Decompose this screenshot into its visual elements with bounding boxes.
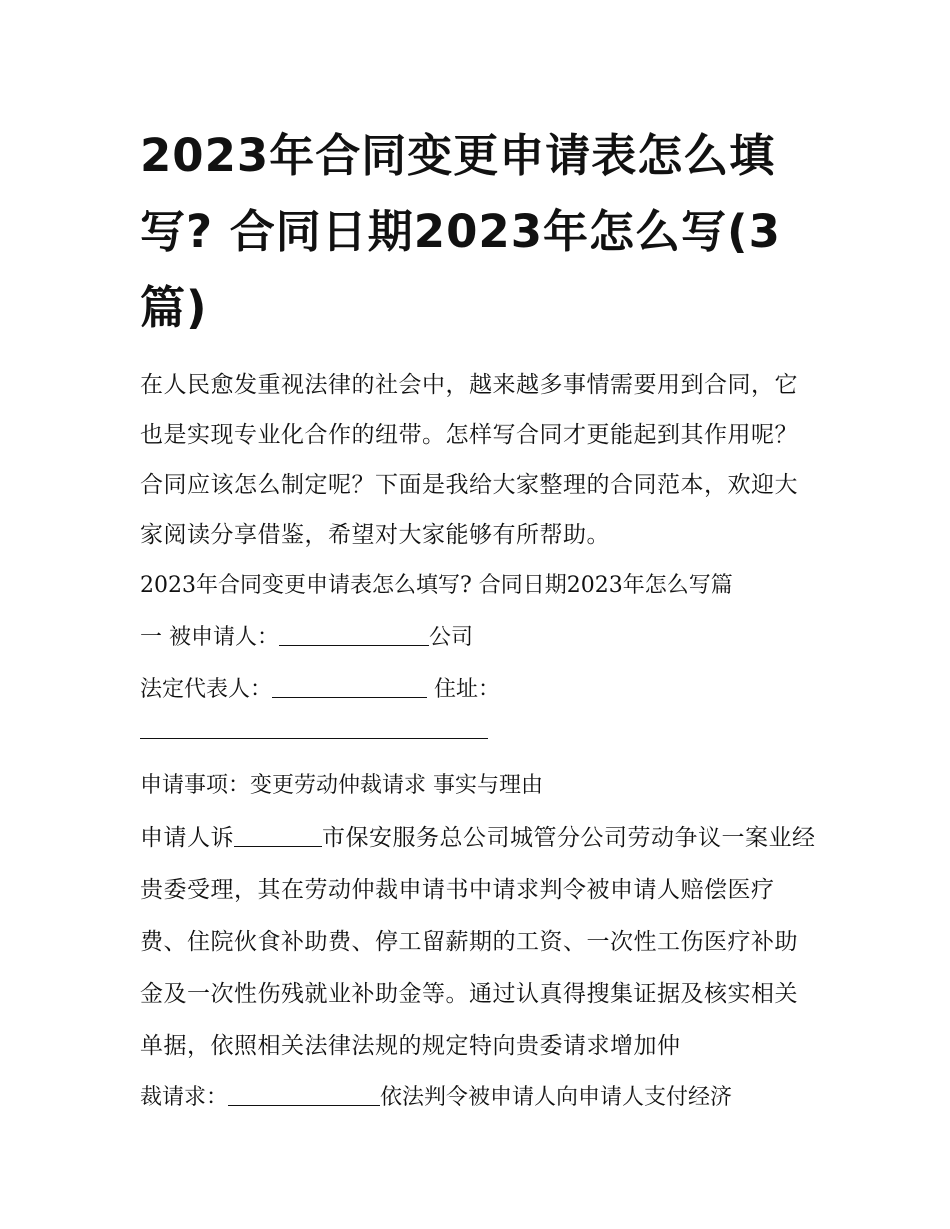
document-title: 2023年合同变更申请表怎么填写? 合同日期2023年怎么写(3篇): [140, 129, 781, 334]
address-label: 住址：: [427, 677, 501, 702]
address-blank: [140, 716, 488, 739]
claim-suffix: 依法判令被申请人向申请人支付经济: [380, 1085, 733, 1110]
claim-blank: [228, 1083, 380, 1106]
respondent-suffix: 公司: [429, 625, 474, 650]
respondent-blank: [279, 623, 429, 646]
respondent-label: 一 被申请人：: [140, 625, 279, 650]
body-paragraph: [140, 812, 816, 1072]
address-line: [140, 716, 816, 742]
intro-paragraph: 在人民愈发重视法律的社会中，越来越多事情需要用到合同，它也是实现专业化合作的纽带。怎样写合同才更能起到其作用呢？合同应该怎么制定呢？下面是我给大家整理的合同范本，欢迎大家阅读分享借鉴，希望对大家能够有所帮助。: [140, 372, 798, 548]
document-page: [140, 118, 816, 1124]
body-text: 市保安服务总公司城管分公司劳动争议一案业经贵委受理，其在劳动仲裁申请书中请求判令被申请人赔偿医疗费、住院伙食补助费、停工留薪期的工资、一次性工伤医疗补助金及一次性伤残就业补助金等。通过认真得搜集证据及核实相关单据，依照相关法律法规的规定特向贵委请求增加仲: [140, 825, 816, 1059]
body-prefix: 申请人诉: [140, 825, 234, 851]
representative-line: [140, 664, 816, 716]
representative-label: 法定代表人：: [140, 677, 273, 702]
body-blank: [234, 824, 322, 847]
representative-blank: [272, 675, 427, 698]
respondent-line: [140, 612, 816, 664]
section-heading-line: 2023年合同变更申请表怎么填写? 合同日期2023年怎么写篇: [140, 573, 733, 598]
claim-label: 裁请求：: [140, 1085, 229, 1110]
matter-line: 申请事项：变更劳动仲裁请求 事实与理由: [140, 773, 543, 798]
claim-line: [140, 1072, 816, 1124]
